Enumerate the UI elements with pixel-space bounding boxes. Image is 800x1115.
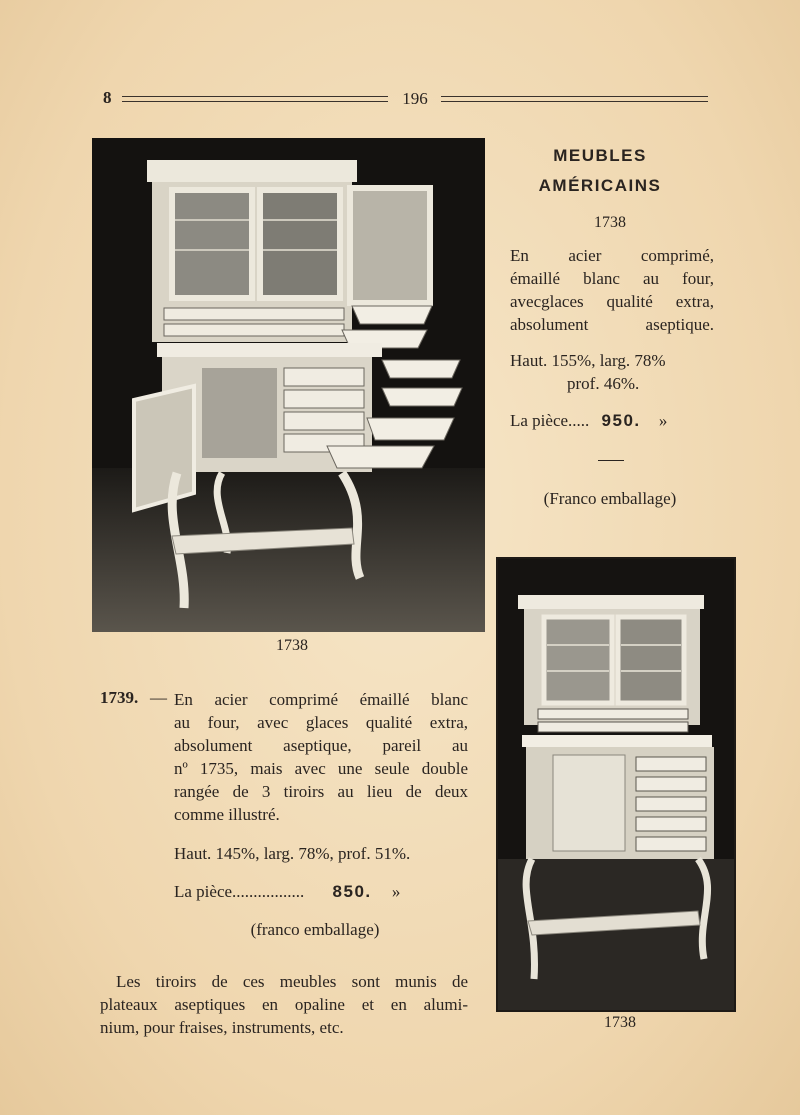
dims-1738-line1: Haut. 155%, larg. 78% <box>510 351 666 370</box>
page-mark: 8 <box>103 88 112 107</box>
desc-line: au four, avec glaces qualité extra, <box>174 713 468 732</box>
footnote-line: Les tiroirs de ces meubles sont munis de <box>116 972 468 991</box>
price-line-1738 <box>510 409 720 432</box>
price-label: La pièce................. <box>174 882 305 901</box>
desc-line: absolument aseptique. <box>510 315 714 334</box>
dims-1738-line2: prof. 46%. <box>567 374 640 393</box>
price-value: 950. <box>601 411 641 430</box>
cabinet-photo-1738-open <box>92 138 485 632</box>
price-value: 850. <box>332 882 372 901</box>
price-label: La pièce..... <box>510 411 590 430</box>
description-1739 <box>174 688 468 826</box>
desc-line: nº 1735, mais avec une seule double <box>174 759 468 778</box>
desc-line: avecglaces qualité extra, <box>510 292 714 311</box>
franco-1738: (Franco emballage) <box>543 489 677 508</box>
price-line-1739 <box>174 880 474 903</box>
photo1-caption: 1738 <box>276 637 308 654</box>
desc-line: En acier comprimé, <box>510 246 714 265</box>
footnote-line: nium, pour fraises, instruments, etc. <box>100 1018 344 1037</box>
price-suffix: » <box>391 882 401 901</box>
footnote-paragraph <box>100 970 468 1039</box>
footnote-line: plateaux aseptiques en opaline et en alumi- <box>100 995 468 1014</box>
item-dash: — <box>150 688 167 707</box>
cabinet-photo-1738-closed <box>496 557 736 1012</box>
franco-1739: (franco emballage) <box>250 920 380 939</box>
desc-line: En acier comprimé émaillé blanc <box>174 690 468 709</box>
desc-line: émaillé blanc au four, <box>510 269 714 288</box>
photo2-caption: 1738 <box>604 1014 636 1031</box>
item-number-1739: 1739. <box>100 688 139 707</box>
desc-line: absolument aseptique, pareil au <box>174 736 468 755</box>
description-1738 <box>510 244 714 336</box>
section-title-line2: AMÉRICAINS <box>538 176 662 195</box>
desc-line: rangée de 3 tiroirs au lieu de deux <box>174 782 468 801</box>
dims-1739: Haut. 145%, larg. 78%, prof. 51%. <box>174 844 411 863</box>
header-rule-right <box>441 96 708 102</box>
header-rule-left <box>122 96 388 102</box>
page-number: 196 <box>402 89 428 108</box>
price-suffix: » <box>658 411 668 430</box>
model-number-1738: 1738 <box>594 214 626 231</box>
separator-rule <box>598 460 624 461</box>
desc-line: comme illustré. <box>174 805 280 824</box>
section-title-line1: MEUBLES <box>553 146 647 165</box>
